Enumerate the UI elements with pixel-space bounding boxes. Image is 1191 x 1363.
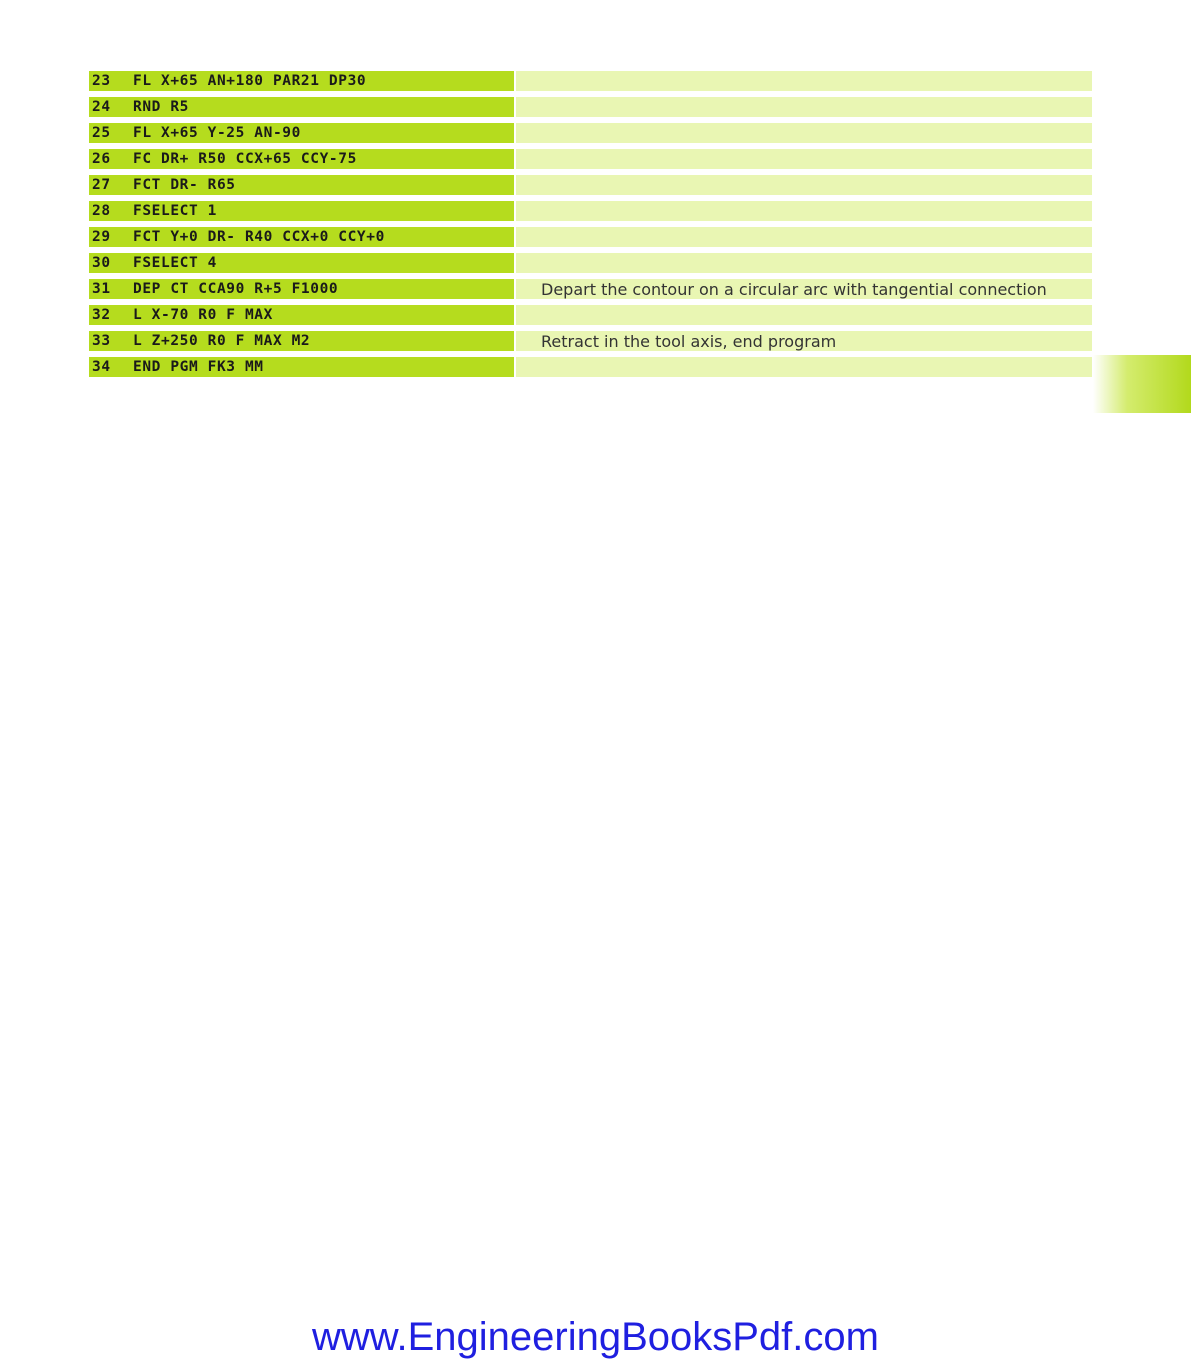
line-number: 25 xyxy=(92,125,111,141)
program-code-cell xyxy=(89,201,514,221)
program-code-cell xyxy=(89,175,514,195)
program-comment-cell xyxy=(516,71,1092,91)
line-number: 31 xyxy=(92,281,111,297)
nc-block-code: L X-70 R0 F MAX xyxy=(133,307,273,323)
line-number: 29 xyxy=(92,229,111,245)
program-line-row xyxy=(89,97,1092,117)
program-comment-cell: Retract in the tool axis, end program xyxy=(516,331,1092,351)
line-number: 32 xyxy=(92,307,111,323)
program-comment-cell xyxy=(516,175,1092,195)
chapter-tab-marker xyxy=(1093,355,1191,413)
program-code-cell xyxy=(89,305,514,325)
line-number: 34 xyxy=(92,359,111,375)
program-comment-cell xyxy=(516,253,1092,273)
nc-block-code: FCT DR- R65 xyxy=(133,177,236,193)
line-number: 28 xyxy=(92,203,111,219)
nc-block-code: FSELECT 4 xyxy=(133,255,217,271)
program-line-row xyxy=(89,279,1092,299)
line-number: 30 xyxy=(92,255,111,271)
program-comment-cell: Depart the contour on a circular arc with tangential connection xyxy=(516,279,1092,299)
program-code-cell xyxy=(89,227,514,247)
nc-block-code: DEP CT CCA90 R+5 F1000 xyxy=(133,281,339,297)
line-number: 23 xyxy=(92,73,111,89)
program-code-cell xyxy=(89,71,514,91)
nc-block-code: FSELECT 1 xyxy=(133,203,217,219)
program-line-row xyxy=(89,253,1092,273)
program-code-cell xyxy=(89,331,514,351)
nc-block-code: L Z+250 R0 F MAX M2 xyxy=(133,333,311,349)
program-line-row xyxy=(89,175,1092,195)
program-comment-cell xyxy=(516,201,1092,221)
program-code-cell xyxy=(89,357,514,377)
nc-block-code: FCT Y+0 DR- R40 CCX+0 CCY+0 xyxy=(133,229,385,245)
program-line-row xyxy=(89,149,1092,169)
line-number: 27 xyxy=(92,177,111,193)
nc-block-code: FC DR+ R50 CCX+65 CCY-75 xyxy=(133,151,357,167)
program-code-cell xyxy=(89,97,514,117)
program-code-cell xyxy=(89,149,514,169)
program-comment-cell xyxy=(516,305,1092,325)
line-number: 33 xyxy=(92,333,111,349)
program-code-cell xyxy=(89,123,514,143)
nc-program-listing xyxy=(89,71,1092,383)
program-line-row xyxy=(89,331,1092,351)
program-line-row xyxy=(89,227,1092,247)
nc-block-code: FL X+65 Y-25 AN-90 xyxy=(133,125,301,141)
nc-block-code: RND R5 xyxy=(133,99,189,115)
program-comment-cell xyxy=(516,227,1092,247)
program-comment-cell xyxy=(516,97,1092,117)
nc-block-code: FL X+65 AN+180 PAR21 DP30 xyxy=(133,73,367,89)
program-line-row xyxy=(89,357,1092,377)
program-code-cell xyxy=(89,253,514,273)
line-number: 24 xyxy=(92,99,111,115)
program-line-row xyxy=(89,123,1092,143)
line-number: 26 xyxy=(92,151,111,167)
footer-website-link[interactable]: www.EngineeringBooksPdf.com xyxy=(312,1315,879,1359)
nc-block-code: END PGM FK3 MM xyxy=(133,359,264,375)
program-line-row xyxy=(89,305,1092,325)
program-comment-cell xyxy=(516,149,1092,169)
program-line-row xyxy=(89,71,1092,91)
program-code-cell xyxy=(89,279,514,299)
program-comment-cell xyxy=(516,357,1092,377)
program-comment-cell xyxy=(516,123,1092,143)
program-line-row xyxy=(89,201,1092,221)
